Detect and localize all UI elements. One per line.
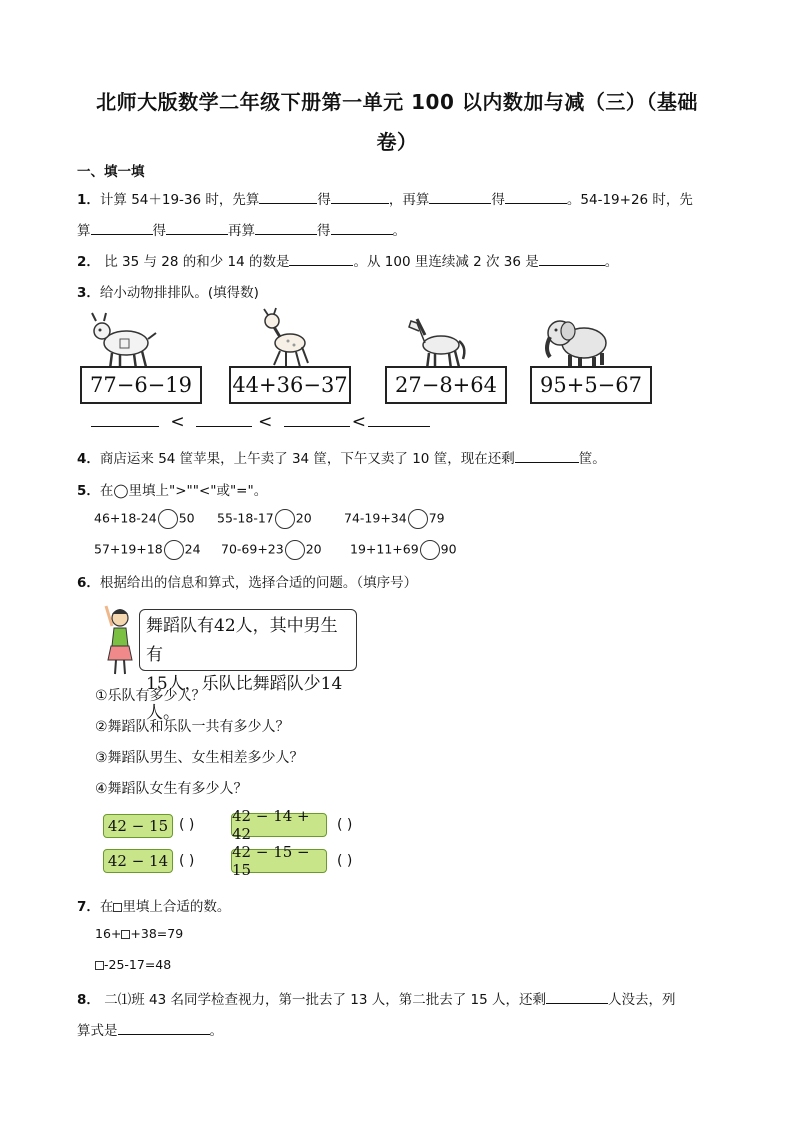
answer-paren[interactable]: ( ) <box>337 853 353 869</box>
question-number: 6． <box>77 575 100 591</box>
horse-illustration <box>403 309 469 373</box>
answer-blank[interactable] <box>91 414 159 427</box>
compare-item-5: 70-69+23 20 <box>221 540 322 560</box>
compare-item-4: 57+19+18 24 <box>94 540 201 560</box>
answer-paren[interactable]: ( ) <box>179 853 195 869</box>
compare-circle[interactable] <box>420 540 440 560</box>
answer-blank[interactable] <box>331 191 389 204</box>
answer-paren[interactable]: ( ) <box>179 817 195 833</box>
question-number: 5． <box>77 483 100 499</box>
question-3: 3．给小动物排排队。(填得数) <box>77 285 259 301</box>
option-3: ③舞蹈队男生、女生相差多少人？ <box>95 750 304 766</box>
formula-card-4: 42 − 15 − 15 <box>231 849 327 873</box>
formula-card-2: 42 − 14 + 42 <box>231 813 327 837</box>
option-4: ④舞蹈队女生有多少人？ <box>95 781 248 797</box>
ordering-row: < < < <box>91 412 430 432</box>
answer-blank[interactable] <box>368 414 430 427</box>
compare-item-3: 74-19+34 79 <box>344 509 445 529</box>
question-1: 1．计算 54＋19-36 时，先算 得 ，再算 得 。54-19+26 时，先 <box>77 192 693 208</box>
answer-blank[interactable] <box>255 222 317 235</box>
speech-bubble: 舞蹈队有42人，其中男生有 15人，乐队比舞蹈队少14人。 <box>139 609 357 671</box>
compare-item-6: 19+11+69 90 <box>350 540 457 560</box>
answer-blank[interactable] <box>539 253 605 266</box>
question-5: 5．在◯里填上">""<"或"="。 <box>77 483 268 499</box>
compare-circle[interactable] <box>164 540 184 560</box>
question-2: 2． 比 35 与 28 的和少 14 的数是 。从 100 里连续减 2 次 36 是 。 <box>77 254 619 270</box>
goat-illustration <box>86 309 158 373</box>
compare-circle[interactable] <box>285 540 305 560</box>
answer-blank[interactable] <box>505 191 567 204</box>
equation-1: 16+ +38=79 <box>95 926 184 941</box>
section-heading: 一、填一填 <box>77 164 145 180</box>
deer-illustration <box>258 307 316 371</box>
answer-blank[interactable] <box>118 1022 210 1035</box>
compare-circle[interactable] <box>158 509 178 529</box>
question-4: 4．商店运来 54 筐苹果，上午卖了 34 筐，下午又卖了 10 筐，现在还剩 筐。 <box>77 451 606 467</box>
answer-blank[interactable] <box>289 253 353 266</box>
answer-blank[interactable] <box>284 414 350 427</box>
question-1-continued: 算 得 再算 得 。 <box>77 223 406 239</box>
answer-blank[interactable] <box>331 222 393 235</box>
question-6: 6．根据给出的信息和算式，选择合适的问题。（填序号） <box>77 575 418 591</box>
page-title-continued: 卷） <box>376 130 418 154</box>
question-number: 4． <box>77 451 100 467</box>
answer-blank[interactable] <box>546 991 608 1004</box>
formula-card-1: 42 − 15 <box>103 814 173 838</box>
formula-card-3: 42 − 14 <box>103 849 173 873</box>
answer-blank[interactable] <box>429 191 491 204</box>
question-8: 8． 二⑴班 43 名同学检查视力，第一批去了 13 人，第二批去了 15 人，还剩 人没去，列 <box>77 992 676 1008</box>
compare-item-1: 46+18-24 50 <box>94 509 195 529</box>
page-title: 北师大版数学二年级下册第一单元 100 以内数加与减（三）（基础 <box>96 90 698 114</box>
answer-blank[interactable] <box>259 191 317 204</box>
compare-circle[interactable] <box>275 509 295 529</box>
question-8-continued: 算式是 。 <box>77 1023 223 1039</box>
expression-card-4: 95+5−67 <box>530 366 652 404</box>
expression-card-2: 44+36−37 <box>229 366 351 404</box>
question-number: 1． <box>77 192 100 208</box>
girl-illustration <box>98 604 138 676</box>
answer-blank[interactable] <box>196 414 252 427</box>
question-number: 8． <box>77 992 100 1008</box>
answer-blank[interactable] <box>515 450 579 463</box>
answer-blank[interactable] <box>91 222 153 235</box>
option-2: ②舞蹈队和乐队一共有多少人？ <box>95 719 290 735</box>
compare-item-2: 55-18-17 20 <box>217 509 312 529</box>
expression-card-1: 77−6−19 <box>80 366 202 404</box>
expression-card-3: 27−8+64 <box>385 366 507 404</box>
question-number: 2． <box>77 254 100 270</box>
question-7: 7．在 里填上合适的数。 <box>77 899 231 915</box>
answer-blank[interactable] <box>166 222 228 235</box>
option-1: ①乐队有多少人？ <box>95 688 206 704</box>
fill-box[interactable] <box>95 961 104 970</box>
question-number: 7． <box>77 899 100 915</box>
elephant-illustration <box>542 311 612 371</box>
answer-paren[interactable]: ( ) <box>337 817 353 833</box>
equation-2: -25-17=48 <box>95 957 171 972</box>
compare-circle[interactable] <box>408 509 428 529</box>
question-number: 3． <box>77 285 100 301</box>
